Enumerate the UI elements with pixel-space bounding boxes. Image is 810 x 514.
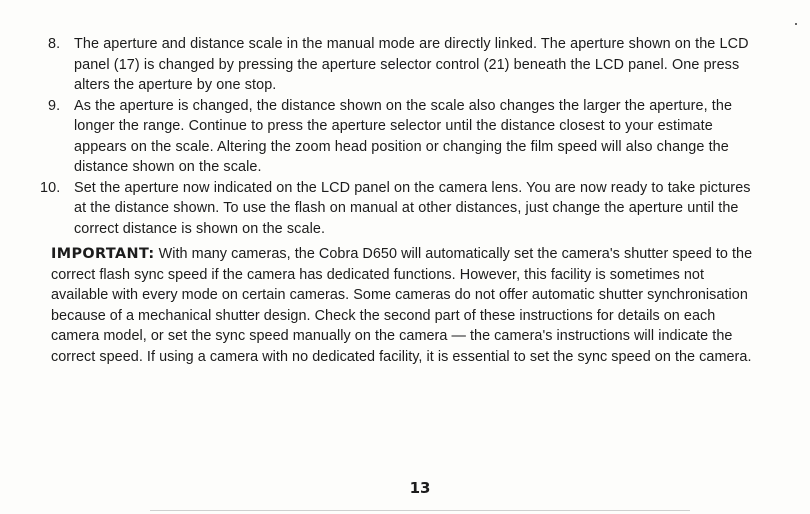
step-text: As the aperture is changed, the distance shown on the scale also changes the larger the aperture, the longer the range. Continue to press the aperture selector until the distance closest to your estimate appears on the scale. Altering the zoom head position or changing the film speed will also change the distance shown on the scale. xyxy=(74,97,733,175)
step-8 xyxy=(44,34,756,96)
step-number: 8. xyxy=(48,36,61,52)
important-note xyxy=(51,244,753,367)
important-text: With many cameras, the Cobra D650 will automatically set the camera's shutter speed to the correct flash sync speed if the camera has dedicated functions. However, this facility is sometimes not available with every mode on certain cameras. Some cameras do not offer automatic shutter synchronisation because of a mechanical shutter design. Check the second part of these instructions for details on each camera model, or set the sync speed manually on the camera — the camera's instructions will indicate the correct speed. If using a camera with no dedicated facility, it is essential to set the sync speed on the camera. xyxy=(51,246,753,365)
step-text: Set the aperture now indicated on the LCD panel on the camera lens. You are now ready to take pictures at the distance shown. To use the flash on manual at other distances, just change the aperture until the correct distance is shown on the scale. xyxy=(74,179,751,237)
step-number: 10. xyxy=(40,179,61,196)
print-speck xyxy=(795,23,797,25)
step-text: The aperture and distance scale in the manual mode are directly linked. The aperture shown on the LCD panel (17) is changed by pressing the aperture selector control (21) beneath the LCD panel. One press alters the aperture by one stop. xyxy=(74,36,749,93)
step-10 xyxy=(40,178,756,240)
step-9 xyxy=(44,96,756,178)
page-number: 13 xyxy=(409,479,431,497)
step-number: 9. xyxy=(48,97,61,114)
important-label: IMPORTANT: xyxy=(51,246,155,262)
instruction-steps xyxy=(40,34,756,239)
page-bottom-edge xyxy=(150,510,690,511)
